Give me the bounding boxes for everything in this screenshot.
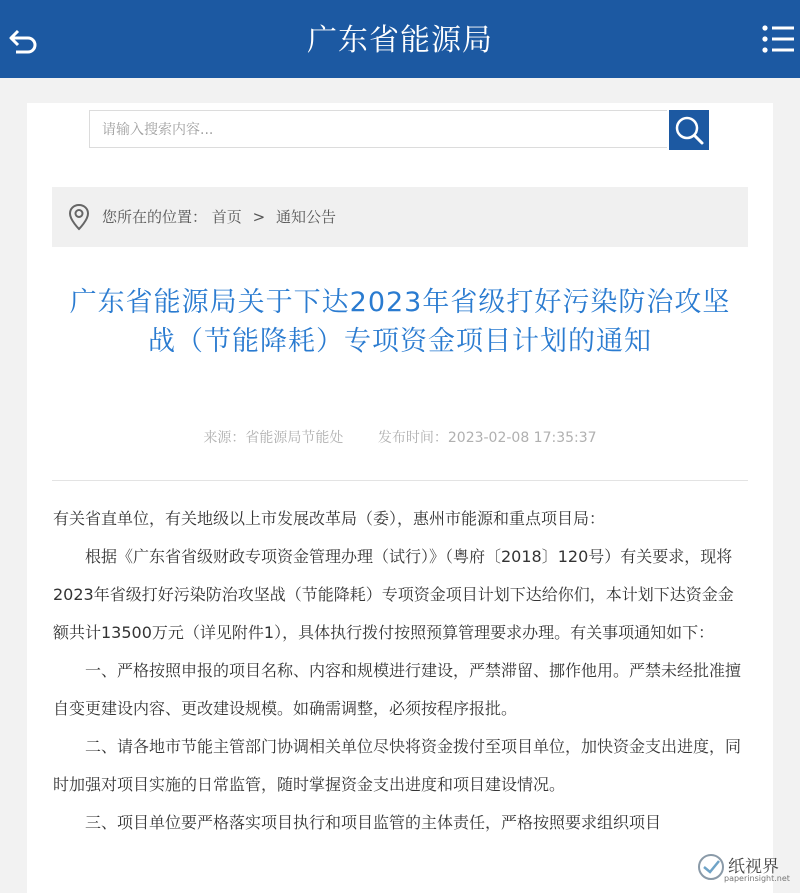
search-bar bbox=[89, 110, 709, 150]
article-title: 广东省能源局关于下达2023年省级打好污染防治攻坚战（节能降耗）专项资金项目计划的通知 bbox=[69, 287, 731, 357]
breadcrumb bbox=[52, 187, 748, 247]
watermark-logo-icon bbox=[696, 852, 726, 882]
search-button[interactable] bbox=[669, 110, 709, 150]
search-icon bbox=[669, 110, 709, 150]
breadcrumb-separator: > bbox=[252, 208, 266, 226]
breadcrumb-prefix: 您所在的位置： bbox=[102, 208, 208, 226]
page-header-title: 广东省能源局 bbox=[307, 23, 493, 58]
article-paragraph: 有关省直单位，有关地级以上市发展改革局（委），惠州市能源和重点项目局： bbox=[53, 509, 606, 528]
content-card bbox=[27, 103, 773, 893]
watermark-logo bbox=[696, 846, 800, 888]
breadcrumb-current-link[interactable]: 通知公告 bbox=[275, 208, 336, 226]
divider bbox=[52, 480, 748, 481]
search-input[interactable]: 请输入搜索内容... bbox=[89, 110, 667, 148]
watermark-url: paperinsight.net bbox=[724, 874, 790, 883]
article-source: 来源：省能源局节能处 bbox=[203, 430, 344, 446]
article-body bbox=[53, 500, 747, 842]
article-paragraph: 三、项目单位要严格落实项目执行和项目监管的主体责任，严格按照要求组织项目 bbox=[85, 813, 662, 832]
location-pin-icon bbox=[66, 203, 92, 231]
article-paragraph: 一、严格按照申报的项目名称、内容和规模进行建设，严禁滞留、挪作他用。严禁未经批准擅自变更建设内容、更改建设规模。如确需调整，必须按程序报批。 bbox=[53, 661, 742, 718]
menu-list-icon[interactable] bbox=[760, 22, 796, 56]
article-paragraph: 根据《广东省省级财政专项资金管理办理（试行）》（粤府〔2018〕120号）有关要求，现将2023年省级打好污染防治攻坚战（节能降耗）专项资金项目计划下达给你们，本计划下达资金金额共计13500万元（详见附件1），具体执行拨付按照预算管理要求办理。有关事项通知如下： bbox=[53, 547, 734, 642]
article-paragraph: 二、请各地市节能主管部门协调相关单位尽快将资金拨付至项目单位，加快资金支出进度，同时加强对项目实施的日常监管，随时掌握资金支出进度和项目建设情况。 bbox=[53, 737, 742, 794]
article-publish-time: 发布时间：2023-02-08 17:35:37 bbox=[377, 430, 597, 446]
watermark-name: 纸视界 bbox=[728, 857, 779, 877]
breadcrumb-home-link[interactable]: 首页 bbox=[211, 208, 242, 226]
top-bar bbox=[0, 0, 800, 78]
article-meta bbox=[27, 427, 773, 447]
